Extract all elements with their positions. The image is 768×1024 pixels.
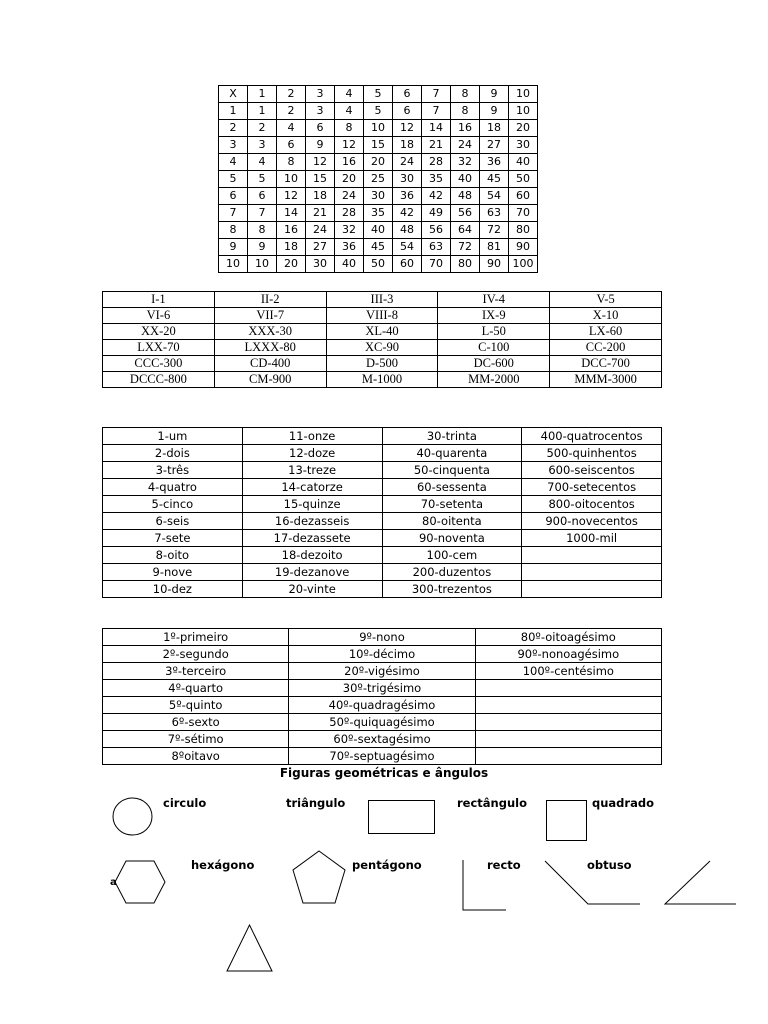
table-cell: 56 bbox=[422, 222, 451, 239]
table-cell: 18 bbox=[277, 239, 306, 256]
table-cell: 18 bbox=[306, 188, 335, 205]
table-cell: CCC-300 bbox=[103, 356, 215, 372]
table-cell: 24 bbox=[335, 188, 364, 205]
table-cell: 40º-quadragésimo bbox=[289, 697, 475, 714]
table-row bbox=[219, 120, 538, 137]
table-cell: 5 bbox=[219, 171, 248, 188]
table-cell: LXXX-80 bbox=[214, 340, 326, 356]
table-cell: 30 bbox=[364, 188, 393, 205]
table-cell: 6 bbox=[393, 103, 422, 120]
table-cell: 3 bbox=[219, 137, 248, 154]
table-cell: 1 bbox=[219, 103, 248, 120]
table-cell: IV-4 bbox=[438, 292, 550, 308]
pentagon-label: pentágono bbox=[352, 858, 422, 872]
table-cell: 8 bbox=[451, 103, 480, 120]
table-row bbox=[103, 663, 662, 680]
table-cell: 10 bbox=[509, 86, 538, 103]
table-cell: 16 bbox=[335, 154, 364, 171]
hexagon-mark-label: a bbox=[110, 877, 117, 888]
table-cell: 63 bbox=[480, 205, 509, 222]
table-cell: 28 bbox=[422, 154, 451, 171]
table-cell bbox=[522, 581, 662, 598]
table-cell: 20 bbox=[509, 120, 538, 137]
table-cell bbox=[475, 680, 661, 697]
table-row bbox=[103, 564, 662, 581]
table-cell: 80º-oitoagésimo bbox=[475, 629, 661, 646]
table-cell: 800-oitocentos bbox=[522, 496, 662, 513]
table-cell: 2 bbox=[219, 120, 248, 137]
table-cell: 1º-primeiro bbox=[103, 629, 289, 646]
table-cell: MMM-3000 bbox=[550, 372, 662, 388]
table-cell: 60 bbox=[509, 188, 538, 205]
table-cell: 10º-décimo bbox=[289, 646, 475, 663]
table-cell: 28 bbox=[335, 205, 364, 222]
table-cell: 4 bbox=[335, 86, 364, 103]
table-cell: 5 bbox=[364, 86, 393, 103]
table-cell: 5-cinco bbox=[103, 496, 243, 513]
table-cell: 1000-mil bbox=[522, 530, 662, 547]
table-cell: 54 bbox=[480, 188, 509, 205]
table-cell: 54 bbox=[393, 239, 422, 256]
table-cell: IX-9 bbox=[438, 308, 550, 324]
table-cell: 35 bbox=[364, 205, 393, 222]
table-cell: 40 bbox=[335, 256, 364, 273]
table-cell: I-1 bbox=[103, 292, 215, 308]
table-cell: 12 bbox=[335, 137, 364, 154]
table-row bbox=[103, 731, 662, 748]
table-cell: 27 bbox=[480, 137, 509, 154]
table-cell: 36 bbox=[335, 239, 364, 256]
triangle-label: triângulo bbox=[286, 796, 346, 810]
table-row bbox=[103, 324, 662, 340]
table-cell: 49 bbox=[422, 205, 451, 222]
table-cell: 4 bbox=[277, 120, 306, 137]
table-cell: 30 bbox=[306, 256, 335, 273]
table-cell: 7 bbox=[422, 86, 451, 103]
table-row bbox=[103, 292, 662, 308]
table-cell: 30º-trigésimo bbox=[289, 680, 475, 697]
table-cell: 70 bbox=[422, 256, 451, 273]
table-cell: C-100 bbox=[438, 340, 550, 356]
table-cell: 700-setecentos bbox=[522, 479, 662, 496]
table-cell: 20 bbox=[277, 256, 306, 273]
table-cell: 80-oitenta bbox=[382, 513, 522, 530]
table-cell: 50-cinquenta bbox=[382, 462, 522, 479]
table-cell: XC-90 bbox=[326, 340, 438, 356]
table-cell: 80 bbox=[509, 222, 538, 239]
table-cell: 32 bbox=[335, 222, 364, 239]
table-cell: 40 bbox=[451, 171, 480, 188]
table-cell: 1 bbox=[248, 103, 277, 120]
table-cell: II-2 bbox=[214, 292, 326, 308]
table-cell: DCC-700 bbox=[550, 356, 662, 372]
table-cell: 4 bbox=[335, 103, 364, 120]
ordinal-numbers-table-body bbox=[103, 629, 662, 765]
table-cell: 40 bbox=[364, 222, 393, 239]
table-cell: 200-duzentos bbox=[382, 564, 522, 581]
table-cell: 18-dezoito bbox=[242, 547, 382, 564]
table-cell: 10 bbox=[364, 120, 393, 137]
table-cell: 8-oito bbox=[103, 547, 243, 564]
table-cell: 81 bbox=[480, 239, 509, 256]
table-cell: 2 bbox=[248, 120, 277, 137]
table-cell: 80 bbox=[451, 256, 480, 273]
table-cell: 90-noventa bbox=[382, 530, 522, 547]
table-cell: 11-onze bbox=[242, 428, 382, 445]
table-cell: 45 bbox=[480, 171, 509, 188]
table-cell: 9-nove bbox=[103, 564, 243, 581]
table-cell: 4º-quarto bbox=[103, 680, 289, 697]
table-cell: 1-um bbox=[103, 428, 243, 445]
table-cell: 16 bbox=[277, 222, 306, 239]
table-cell: 20 bbox=[364, 154, 393, 171]
table-cell: 60 bbox=[393, 256, 422, 273]
table-cell: 6 bbox=[277, 137, 306, 154]
table-row bbox=[219, 103, 538, 120]
table-cell: 300-trezentos bbox=[382, 581, 522, 598]
table-cell: 7 bbox=[248, 205, 277, 222]
table-cell: 8 bbox=[335, 120, 364, 137]
table-cell: 70-setenta bbox=[382, 496, 522, 513]
table-row bbox=[103, 513, 662, 530]
table-cell: 30 bbox=[393, 171, 422, 188]
table-cell: 6-seis bbox=[103, 513, 243, 530]
table-cell: LXX-70 bbox=[103, 340, 215, 356]
table-cell: X-10 bbox=[550, 308, 662, 324]
shapes-section-title: Figuras geométricas e ângulos bbox=[279, 766, 489, 780]
table-cell: 2º-segundo bbox=[103, 646, 289, 663]
table-cell: 1 bbox=[248, 86, 277, 103]
table-cell: 6 bbox=[219, 188, 248, 205]
table-cell: 90 bbox=[509, 239, 538, 256]
table-cell: MM-2000 bbox=[438, 372, 550, 388]
table-cell: 64 bbox=[451, 222, 480, 239]
table-row bbox=[103, 547, 662, 564]
hexagon-shape bbox=[114, 860, 166, 904]
table-cell: 600-seiscentos bbox=[522, 462, 662, 479]
table-row bbox=[219, 239, 538, 256]
table-cell: 30-trinta bbox=[382, 428, 522, 445]
table-cell: 90 bbox=[480, 256, 509, 273]
table-cell: 2-dois bbox=[103, 445, 243, 462]
table-row bbox=[103, 530, 662, 547]
table-cell: 9º-nono bbox=[289, 629, 475, 646]
table-cell: 70 bbox=[509, 205, 538, 222]
table-cell: 60º-sextagésimo bbox=[289, 731, 475, 748]
table-cell: III-3 bbox=[326, 292, 438, 308]
table-cell: 8 bbox=[248, 222, 277, 239]
circle-shape bbox=[112, 797, 154, 837]
rectangle-shape bbox=[368, 800, 436, 835]
table-row bbox=[219, 154, 538, 171]
table-cell: 63 bbox=[422, 239, 451, 256]
table-cell: 24 bbox=[306, 222, 335, 239]
table-cell: 12-doze bbox=[242, 445, 382, 462]
table-cell: 3 bbox=[306, 103, 335, 120]
table-cell: 27 bbox=[306, 239, 335, 256]
pentagon-shape bbox=[292, 850, 346, 904]
table-cell: 21 bbox=[306, 205, 335, 222]
table-cell: 400-quatrocentos bbox=[522, 428, 662, 445]
table-cell: 6 bbox=[248, 188, 277, 205]
table-cell: CC-200 bbox=[550, 340, 662, 356]
right-angle-label: recto bbox=[487, 858, 521, 872]
table-cell: 72 bbox=[451, 239, 480, 256]
table-cell: 7 bbox=[422, 103, 451, 120]
table-cell: 12 bbox=[393, 120, 422, 137]
table-cell: 12 bbox=[306, 154, 335, 171]
table-cell: 2 bbox=[277, 103, 306, 120]
table-row bbox=[219, 86, 538, 103]
table-cell: 7-sete bbox=[103, 530, 243, 547]
table-cell: LX-60 bbox=[550, 324, 662, 340]
multiplication-table bbox=[218, 85, 538, 273]
table-cell: L-50 bbox=[438, 324, 550, 340]
table-cell: 20-vinte bbox=[242, 581, 382, 598]
table-cell: 14 bbox=[277, 205, 306, 222]
table-row bbox=[103, 308, 662, 324]
table-cell: 70º-septuagésimo bbox=[289, 748, 475, 765]
acute-angle-shape bbox=[664, 860, 738, 906]
table-cell: 16-dezasseis bbox=[242, 513, 382, 530]
table-cell: 13-treze bbox=[242, 462, 382, 479]
table-cell: DCCC-800 bbox=[103, 372, 215, 388]
table-cell: 20 bbox=[335, 171, 364, 188]
table-cell: 15-quinze bbox=[242, 496, 382, 513]
table-cell: 500-quinhentos bbox=[522, 445, 662, 462]
table-cell: 7º-sétimo bbox=[103, 731, 289, 748]
table-cell: 100-cem bbox=[382, 547, 522, 564]
table-row bbox=[103, 646, 662, 663]
ordinal-numbers-table bbox=[102, 628, 662, 765]
table-row bbox=[103, 714, 662, 731]
table-cell: 3º-terceiro bbox=[103, 663, 289, 680]
table-row bbox=[103, 445, 662, 462]
rectangle-label: rectângulo bbox=[457, 796, 527, 810]
table-cell bbox=[522, 547, 662, 564]
table-cell: 8 bbox=[219, 222, 248, 239]
table-cell: 12 bbox=[277, 188, 306, 205]
table-cell: D-500 bbox=[326, 356, 438, 372]
table-cell: 42 bbox=[422, 188, 451, 205]
table-cell: 36 bbox=[393, 188, 422, 205]
table-cell: 9 bbox=[306, 137, 335, 154]
table-row bbox=[103, 748, 662, 765]
hexagon-label: hexágono bbox=[191, 858, 255, 872]
table-row bbox=[219, 188, 538, 205]
table-cell: 2 bbox=[277, 86, 306, 103]
table-cell: 100º-centésimo bbox=[475, 663, 661, 680]
table-cell: 48 bbox=[393, 222, 422, 239]
table-cell: 4 bbox=[219, 154, 248, 171]
table-cell bbox=[475, 697, 661, 714]
table-cell: 50 bbox=[364, 256, 393, 273]
table-cell: 19-dezanove bbox=[242, 564, 382, 581]
table-cell: VIII-8 bbox=[326, 308, 438, 324]
table-cell: 60-sessenta bbox=[382, 479, 522, 496]
table-cell: 20º-vigésimo bbox=[289, 663, 475, 680]
table-cell: 24 bbox=[451, 137, 480, 154]
table-cell: 4 bbox=[248, 154, 277, 171]
table-cell: XX-20 bbox=[103, 324, 215, 340]
table-cell: 14 bbox=[422, 120, 451, 137]
table-row bbox=[103, 581, 662, 598]
table-cell: VII-7 bbox=[214, 308, 326, 324]
table-cell: 32 bbox=[451, 154, 480, 171]
table-cell: 90º-nonoagésimo bbox=[475, 646, 661, 663]
table-cell: M-1000 bbox=[326, 372, 438, 388]
table-cell: 40-quarenta bbox=[382, 445, 522, 462]
table-cell: 9 bbox=[480, 103, 509, 120]
table-cell: 9 bbox=[248, 239, 277, 256]
table-cell: 15 bbox=[306, 171, 335, 188]
table-cell: 3 bbox=[306, 86, 335, 103]
square-label: quadrado bbox=[592, 796, 654, 810]
table-cell: 8ºoitavo bbox=[103, 748, 289, 765]
table-cell: 10-dez bbox=[103, 581, 243, 598]
table-cell: 8 bbox=[451, 86, 480, 103]
cardinal-numbers-table-body bbox=[103, 428, 662, 598]
table-cell: X bbox=[219, 86, 248, 103]
table-cell: 42 bbox=[393, 205, 422, 222]
table-cell: 45 bbox=[364, 239, 393, 256]
table-cell: 40 bbox=[509, 154, 538, 171]
table-row bbox=[219, 137, 538, 154]
table-cell: DC-600 bbox=[438, 356, 550, 372]
table-row bbox=[219, 171, 538, 188]
table-row bbox=[103, 340, 662, 356]
table-cell: 35 bbox=[422, 171, 451, 188]
table-cell: 900-novecentos bbox=[522, 513, 662, 530]
table-cell: XL-40 bbox=[326, 324, 438, 340]
table-cell: VI-6 bbox=[103, 308, 215, 324]
table-row bbox=[103, 697, 662, 714]
table-cell: 6 bbox=[306, 120, 335, 137]
table-cell: 25 bbox=[364, 171, 393, 188]
table-row bbox=[103, 479, 662, 496]
table-row bbox=[103, 428, 662, 445]
table-cell: 6 bbox=[393, 86, 422, 103]
table-cell: 5 bbox=[248, 171, 277, 188]
table-row bbox=[103, 496, 662, 513]
triangle-shape bbox=[226, 924, 274, 972]
table-cell: CM-900 bbox=[214, 372, 326, 388]
obtuse-angle-label: obtuso bbox=[587, 858, 632, 872]
table-cell: 56 bbox=[451, 205, 480, 222]
table-row bbox=[103, 629, 662, 646]
table-cell: CD-400 bbox=[214, 356, 326, 372]
square-shape bbox=[546, 800, 588, 842]
table-row bbox=[219, 222, 538, 239]
table-cell: 24 bbox=[393, 154, 422, 171]
circle-label: circulo bbox=[163, 796, 207, 810]
table-cell: 8 bbox=[277, 154, 306, 171]
roman-numerals-table-body bbox=[103, 292, 662, 388]
table-cell: 10 bbox=[219, 256, 248, 273]
table-row bbox=[103, 680, 662, 697]
table-cell: 50º-quiquagésimo bbox=[289, 714, 475, 731]
table-cell: 10 bbox=[277, 171, 306, 188]
table-cell: 14-catorze bbox=[242, 479, 382, 496]
table-cell bbox=[475, 714, 661, 731]
table-cell: 50 bbox=[509, 171, 538, 188]
table-cell: 17-dezassete bbox=[242, 530, 382, 547]
table-cell: 3 bbox=[248, 137, 277, 154]
multiplication-table-body bbox=[219, 86, 538, 273]
table-cell: 18 bbox=[393, 137, 422, 154]
table-cell: XXX-30 bbox=[214, 324, 326, 340]
table-cell: 30 bbox=[509, 137, 538, 154]
table-cell: 7 bbox=[219, 205, 248, 222]
table-cell: 5º-quinto bbox=[103, 697, 289, 714]
table-cell: 100 bbox=[509, 256, 538, 273]
table-cell: 4-quatro bbox=[103, 479, 243, 496]
cardinal-numbers-table bbox=[102, 427, 662, 598]
table-cell: 15 bbox=[364, 137, 393, 154]
roman-numerals-table bbox=[102, 291, 662, 388]
table-cell bbox=[475, 731, 661, 748]
table-row bbox=[103, 372, 662, 388]
table-row bbox=[103, 462, 662, 479]
table-cell: 10 bbox=[509, 103, 538, 120]
table-row bbox=[219, 256, 538, 273]
table-cell: 18 bbox=[480, 120, 509, 137]
table-cell: 16 bbox=[451, 120, 480, 137]
table-cell: 72 bbox=[480, 222, 509, 239]
table-row bbox=[219, 205, 538, 222]
table-cell: 48 bbox=[451, 188, 480, 205]
table-cell bbox=[522, 564, 662, 581]
table-cell: 9 bbox=[219, 239, 248, 256]
table-row bbox=[103, 356, 662, 372]
table-cell: 5 bbox=[364, 103, 393, 120]
table-cell: 21 bbox=[422, 137, 451, 154]
table-cell: 36 bbox=[480, 154, 509, 171]
table-cell: 9 bbox=[480, 86, 509, 103]
table-cell: V-5 bbox=[550, 292, 662, 308]
table-cell bbox=[475, 748, 661, 765]
table-cell: 10 bbox=[248, 256, 277, 273]
table-cell: 3-três bbox=[103, 462, 243, 479]
table-cell: 6º-sexto bbox=[103, 714, 289, 731]
